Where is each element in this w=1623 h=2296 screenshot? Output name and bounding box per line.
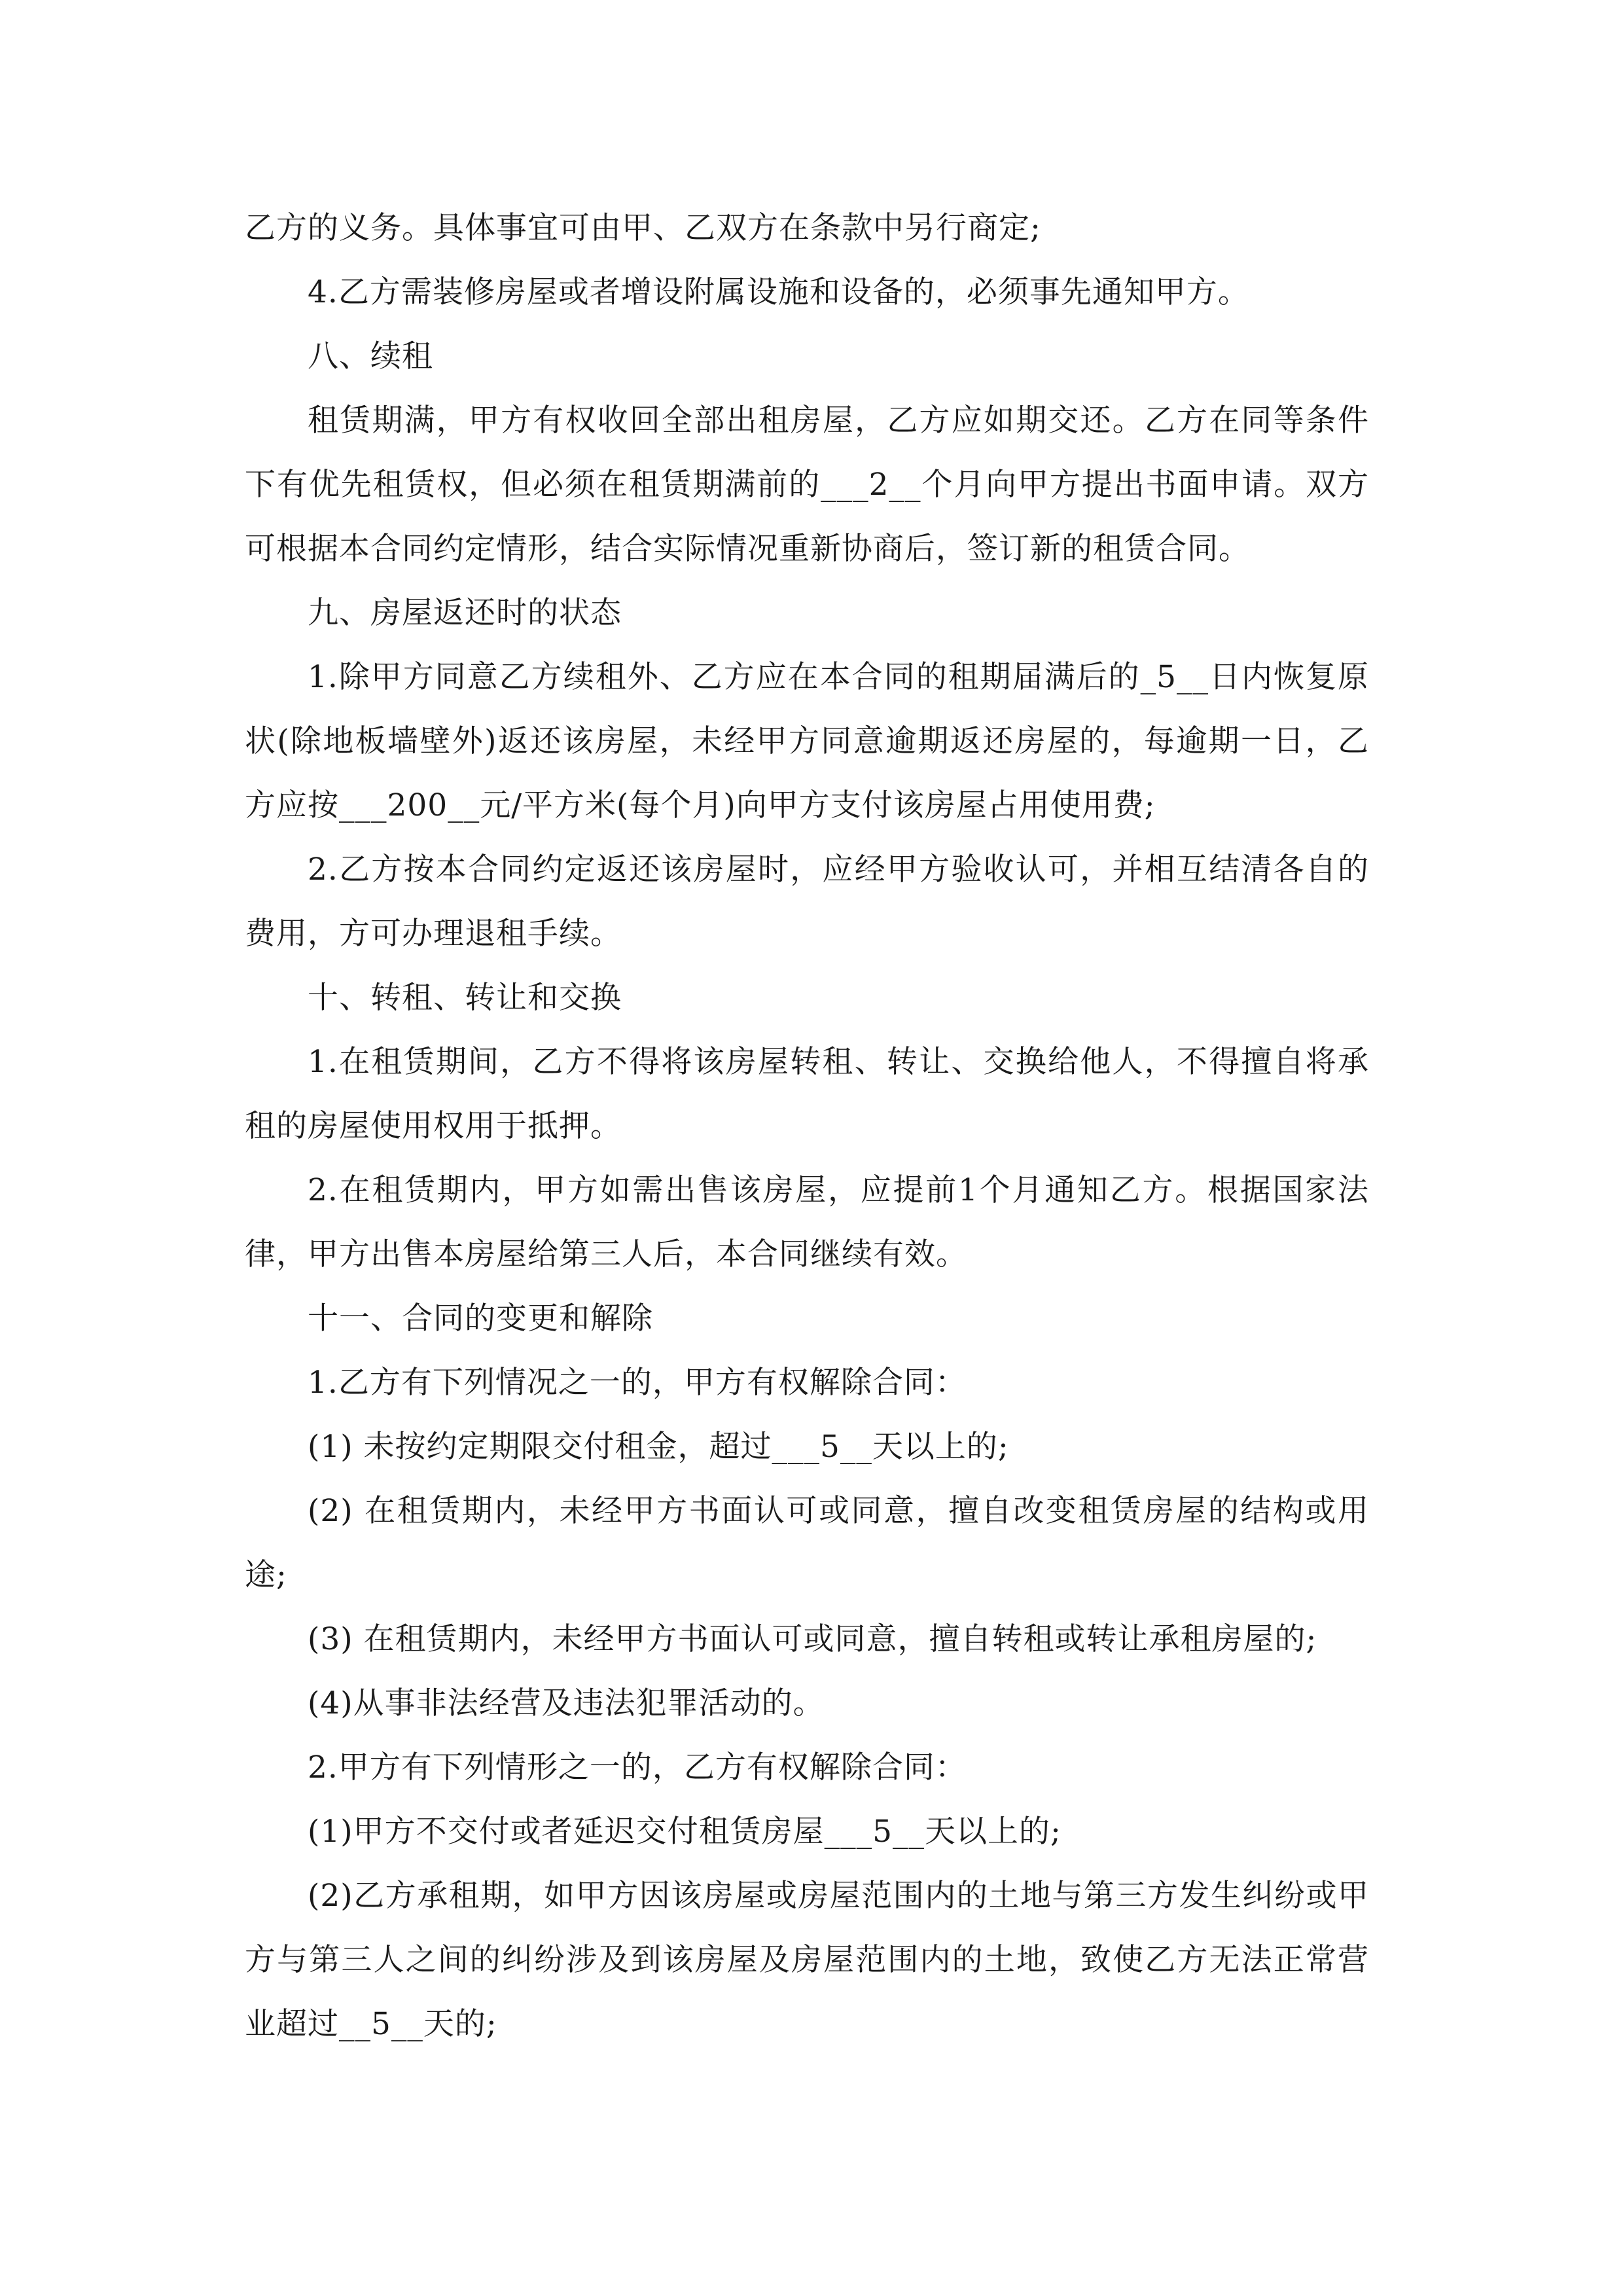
section-heading-change-termination: 十一、合同的变更和解除 <box>308 1300 653 1336</box>
paragraph-clause-9-1: 1.除甲方同意乙方续租外、乙方应在本合同的租期届满后的_5__日内恢复原状(除地板墙壁外)返还该房屋，未经甲方同意逾期返还房屋的，每逾期一日，乙方应按___200__元/平方米(每个月)向甲方支付该房屋占用使用费; <box>245 659 1369 823</box>
paragraph-obligations-continued: 乙方的义务。具体事宜可由甲、乙双方在条款中另行商定; <box>245 210 1041 246</box>
paragraph-clause-11-2: 2.甲方有下列情形之一的，乙方有权解除合同： <box>308 1749 967 1785</box>
paragraph-renewal: 租赁期满，甲方有权收回全部出租房屋，乙方应如期交还。乙方在同等条件下有优先租赁权，但必须在租赁期满前的___2__个月向甲方提出书面申请。双方可根据本合同约定情形，结合实际情况重新协商后，签订新的租赁合同。 <box>245 403 1369 567</box>
list-item-11-1-3: (3) 在租赁期内，未经甲方书面认可或同意，擅自转租或转让承租房屋的; <box>308 1621 1317 1657</box>
list-item-11-2-1: (1)甲方不交付或者延迟交付租赁房屋___5__天以上的; <box>308 1814 1061 1850</box>
list-item-11-1-4: (4)从事非法经营及违法犯罪活动的。 <box>308 1685 825 1721</box>
section-heading-return-state: 九、房屋返还时的状态 <box>308 595 622 631</box>
list-item-11-2-2: (2)乙方承租期，如甲方因该房屋或房屋范围内的土地与第三方发生纠纷或甲方与第三人之间的纠纷涉及到该房屋及房屋范围内的土地，致使乙方无法正常营业超过__5__天的; <box>245 1878 1369 2042</box>
section-heading-sublease: 十、转租、转让和交换 <box>308 980 622 1016</box>
document-body <box>245 196 1369 2056</box>
section-heading-renewal: 八、续租 <box>308 338 433 374</box>
paragraph-clause-10-2: 2.在租赁期内，甲方如需出售该房屋，应提前1个月通知乙方。根据国家法律，甲方出售本房屋给第三人后，本合同继续有效。 <box>245 1172 1369 1272</box>
list-item-11-1-2: (2) 在租赁期内，未经甲方书面认可或同意，擅自改变租赁房屋的结构或用途; <box>245 1493 1369 1593</box>
list-item-11-1-1: (1) 未按约定期限交付租金，超过___5__天以上的; <box>308 1429 1009 1465</box>
paragraph-clause-11-1: 1.乙方有下列情况之一的，甲方有权解除合同： <box>308 1365 967 1401</box>
paragraph-clause-7-4: 4.乙方需装修房屋或者增设附属设施和设备的，必须事先通知甲方。 <box>308 274 1249 310</box>
paragraph-clause-10-1: 1.在租赁期间，乙方不得将该房屋转租、转让、交换给他人，不得擅自将承租的房屋使用权用于抵押。 <box>245 1044 1369 1144</box>
paragraph-clause-9-2: 2.乙方按本合同约定返还该房屋时，应经甲方验收认可，并相互结清各自的费用，方可办理退租手续。 <box>245 852 1369 952</box>
